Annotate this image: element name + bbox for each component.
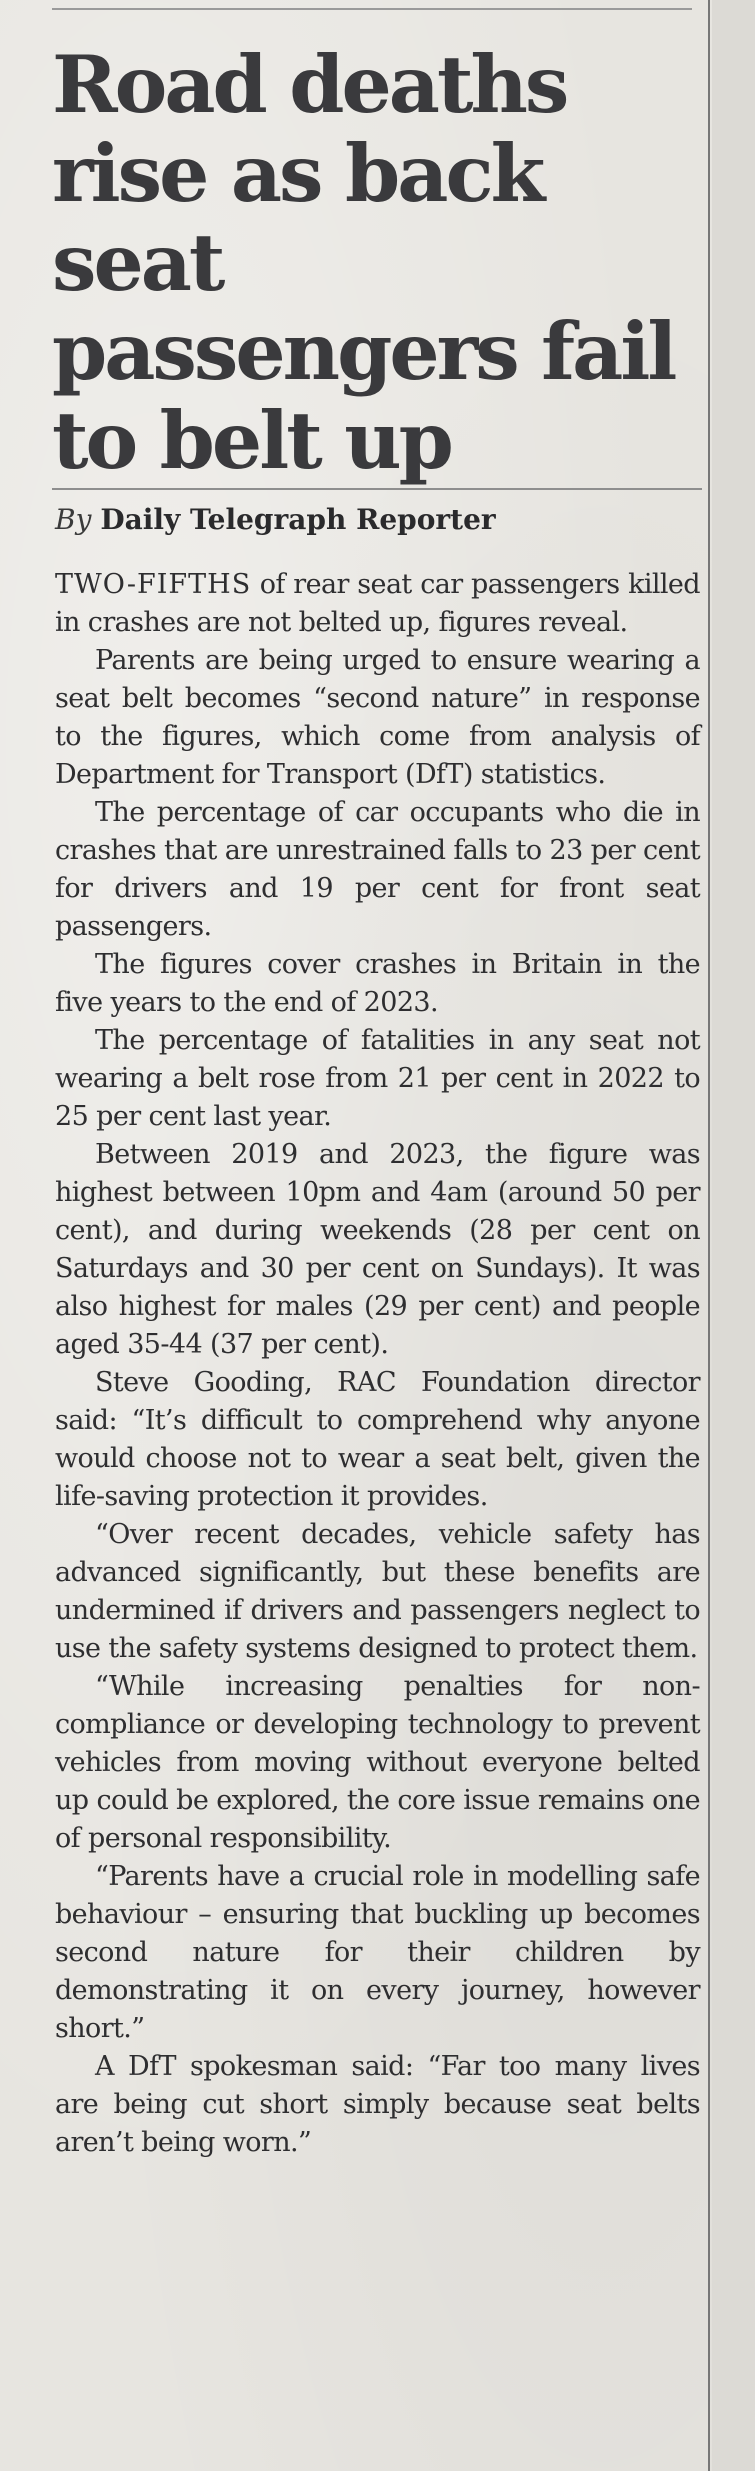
lead-caps: TWO-FIFTHS [55, 569, 252, 600]
paragraph: A DfT spokesman said: “Far too many lives are being cut short simply because seat belts aren’t being worn.” [55, 2051, 700, 2158]
lead-text: of rear seat car passengers killed in crashes are not belted up, figures reveal. [55, 569, 700, 638]
paragraph: “Parents have a crucial role in modelling safe behaviour – ensuring that buckling up becomes second nature for their children by demonstrating it on every journey, however short.” [55, 1861, 700, 2044]
paragraph: “Over recent decades, vehicle safety has advanced significantly, but these benefits are undermined if drivers and passengers neglect to use the safety systems designed to protect them. [55, 1519, 700, 1664]
paragraph: Parents are being urged to ensure wearing a seat belt becomes “second nature” in response to the figures, which come from analysis of Department for Transport (DfT) statistics. [55, 645, 700, 790]
paragraph: Between 2019 and 2023, the figure was highest between 10pm and 4am (around 50 per cent), and during weekends (28 per cent on Saturdays and 30 per cent on Sundays). It was also highest for males (29 per cent) and people aged 35-44 (37 per cent). [55, 1139, 700, 1360]
paragraph: The figures cover crashes in Britain in the five years to the end of 2023. [55, 949, 700, 1018]
paragraph: The percentage of car occupants who die in crashes that are unrestrained falls to 23 per cent for drivers and 19 per cent for front seat passengers. [55, 797, 700, 942]
byline [55, 502, 496, 538]
article-body [55, 566, 700, 2162]
top-rule [52, 8, 692, 10]
paragraph: “While increasing penalties for non-compliance or developing technology to prevent vehicles from moving without everyone belted up could be explored, the core issue remains one of personal responsibility. [55, 1671, 700, 1854]
byline-rule [52, 488, 702, 490]
adjacent-column-edge [712, 0, 755, 2471]
lead-paragraph [55, 566, 700, 642]
byline-prefix: By [55, 503, 92, 536]
paragraph: The percentage of fatalities in any seat not wearing a belt rose from 21 per cent in 2022 to 25 per cent last year. [55, 1025, 700, 1132]
headline: Road deaths rise as back seat passengers fail to belt up [52, 38, 675, 487]
byline-author: Daily Telegraph Reporter [100, 503, 496, 536]
paragraph: Steve Gooding, RAC Foundation director said: “It’s difficult to comprehend why anyone would choose not to wear a seat belt, given the life-saving protection it provides. [55, 1367, 700, 1512]
column-divider [708, 0, 710, 2471]
